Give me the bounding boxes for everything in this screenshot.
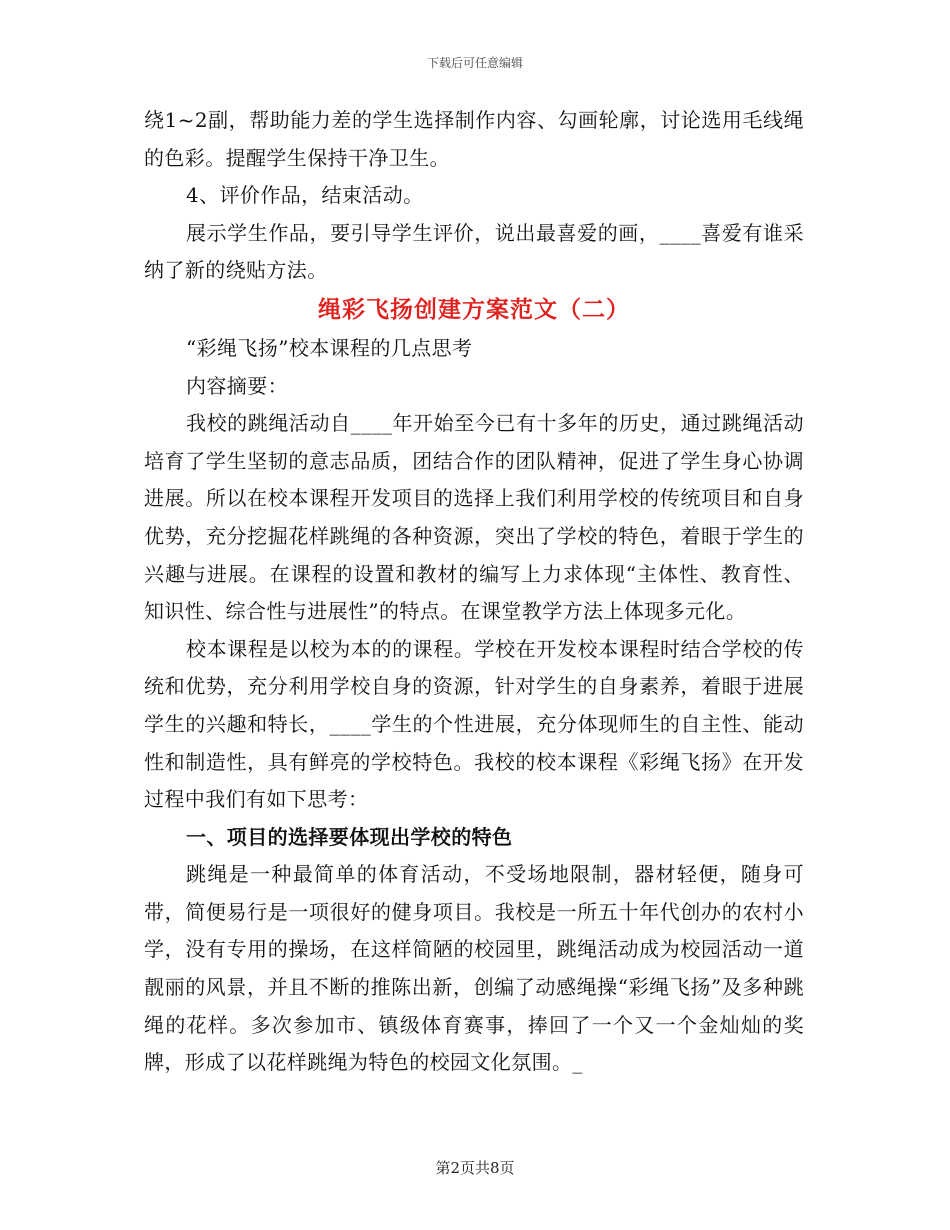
paragraph-continued: 绕1~2副，帮助能力差的学生选择制作内容、勾画轮廓，讨论选用毛线绳的色彩。提醒学生保持干净卫生。 [144,108,804,170]
abstract-label: 内容摘要： [186,373,288,398]
paragraph-display: 展示学生作品，要引导学生评价，说出最喜爱的画，____喜爱有谁采纳了新的绕贴方法。 [144,220,804,283]
header-note: 下载后可任意编辑 [426,56,523,70]
heading-one: 一、项目的选择要体现出学校的特色 [186,824,513,849]
paragraph-rope-skipping: 跳绳是一种最简单的体育活动，不受场地限制，器材轻便，随身可带，简便易行是一项很好的健身项目。我校是一所五十年代创办的农村小学，没有专用的操场，在这样简陋的校园里，跳绳活动成为校园活动一道靓丽的风景，并且不断的推陈出新，创编了动感绳操“彩绳飞扬”及多种跳绳的花样。多次参加市、镇级体育赛事，捧回了一个又一个金灿灿的奖牌，形成了以花样跳绳为特色的校园文化氛围。_ [144,862,804,1075]
step-heading: 4、评价作品，结束活动。 [186,183,424,208]
document-body [144,102,804,1082]
paragraph-school-curriculum: 校本课程是以校为本的的课程。学校在开发校本课程时结合学校的传统和优势，充分利用学校自身的资源，针对学生的自身素养，着眼于进展学生的兴趣和特长，____学生的个性进展，充分体现师生的自主性、能动性和制造性，具有鲜亮的学校特色。我校的校本课程《彩绳飞扬》在开发过程中我们有如下思考： [144,636,804,812]
paragraph-abstract: 我校的跳绳活动自____年开始至今已有十多年的历史，通过跳绳活动培育了学生坚韧的意志品质，团结合作的团队精神，促进了学生身心协调进展。所以在校本课程开发项目的选择上我们利用学校的传统项目和自身优势，充分挖掘花样跳绳的各种资源，突出了学校的特色，着眼于学生的兴趣与进展。在课程的设置和教材的编写上力求体现“主体性、教育性、知识性、综合性与进展性”的特点。在课堂教学方法上体现多元化。 [144,411,804,624]
article-title: “彩绳飞扬”校本课程的几点思考 [186,335,473,360]
section-title: 绳彩飞扬创建方案范文（二） [318,295,630,323]
page-footer: 第2页共8页 [435,1159,515,1177]
